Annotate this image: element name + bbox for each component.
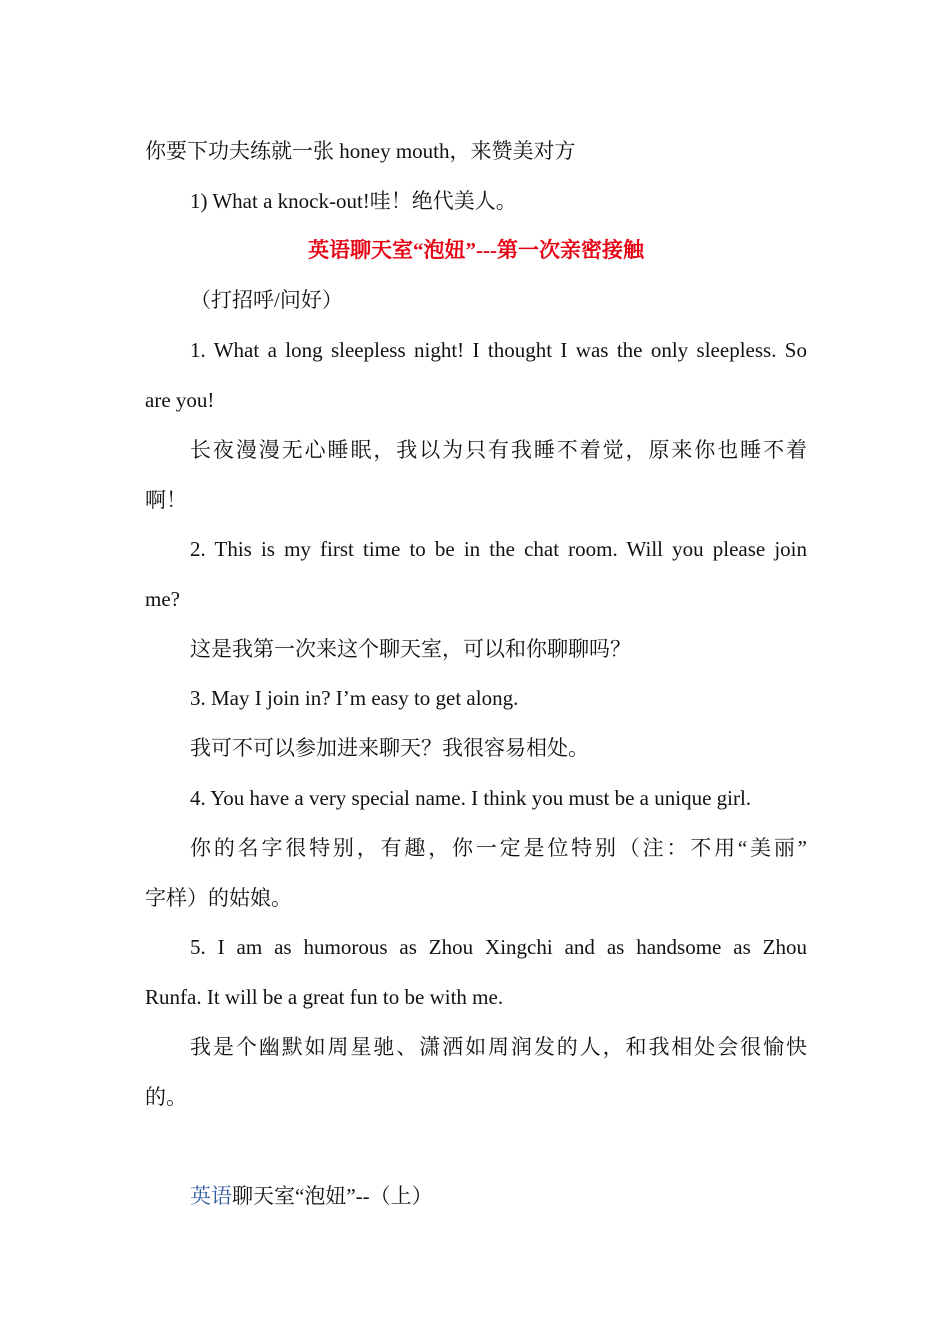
footer-text: 聊天室“泡妞”--（上） bbox=[232, 1184, 433, 1208]
knockout-line: 1) What a knock-out!哇！绝代美人。 bbox=[190, 189, 517, 213]
item-3-english-line-1: 3. May I join in? I’m easy to get along. bbox=[190, 686, 519, 710]
item-5-chinese-line-2: 的。 bbox=[145, 1085, 187, 1109]
item-4-chinese-line-2: 字样）的姑娘。 bbox=[145, 886, 292, 910]
footer-link[interactable]: 英语 bbox=[190, 1184, 232, 1208]
subheading: （打招呼/问好） bbox=[190, 288, 343, 312]
item-5-english-line-2: Runfa. It will be a great fun to be with me. bbox=[145, 985, 504, 1009]
item-4-chinese-line-1: 你的名字很特别，有趣，你一定是位特别（注：不用“美丽” bbox=[190, 836, 807, 860]
item-2-chinese-line-1: 这是我第一次来这个聊天室，可以和你聊聊吗？ bbox=[190, 637, 631, 661]
item-4-english-line-1: 4. You have a very special name. I think you must be a unique girl. bbox=[190, 786, 752, 810]
item-1-english-line-1: 1. What a long sleepless night! I thought I was the only sleepless. So bbox=[190, 338, 807, 362]
item-1-chinese-line-1: 长夜漫漫无心睡眠，我以为只有我睡不着觉，原来你也睡不着 bbox=[190, 438, 807, 462]
item-1-chinese-line-2: 啊！ bbox=[145, 488, 187, 512]
item-3-chinese-line-1: 我可不可以参加进来聊天？我很容易相处。 bbox=[190, 736, 589, 760]
item-2-english-line-1: 2. This is my first time to be in the chat room. Will you please join bbox=[190, 537, 807, 561]
intro-line: 你要下功夫练就一张 honey mouth，来赞美对方 bbox=[145, 139, 576, 163]
footer-line bbox=[190, 1182, 807, 1210]
item-2-english-line-2: me? bbox=[145, 587, 180, 611]
section-title: 英语聊天室“泡妞”---第一次亲密接触 bbox=[308, 238, 644, 262]
item-5-english-line-1: 5. I am as humorous as Zhou Xingchi and as handsome as Zhou bbox=[190, 935, 807, 959]
item-1-english-line-2: are you! bbox=[145, 388, 215, 412]
item-5-chinese-line-1: 我是个幽默如周星驰、潇洒如周润发的人，和我相处会很愉快 bbox=[190, 1035, 807, 1059]
